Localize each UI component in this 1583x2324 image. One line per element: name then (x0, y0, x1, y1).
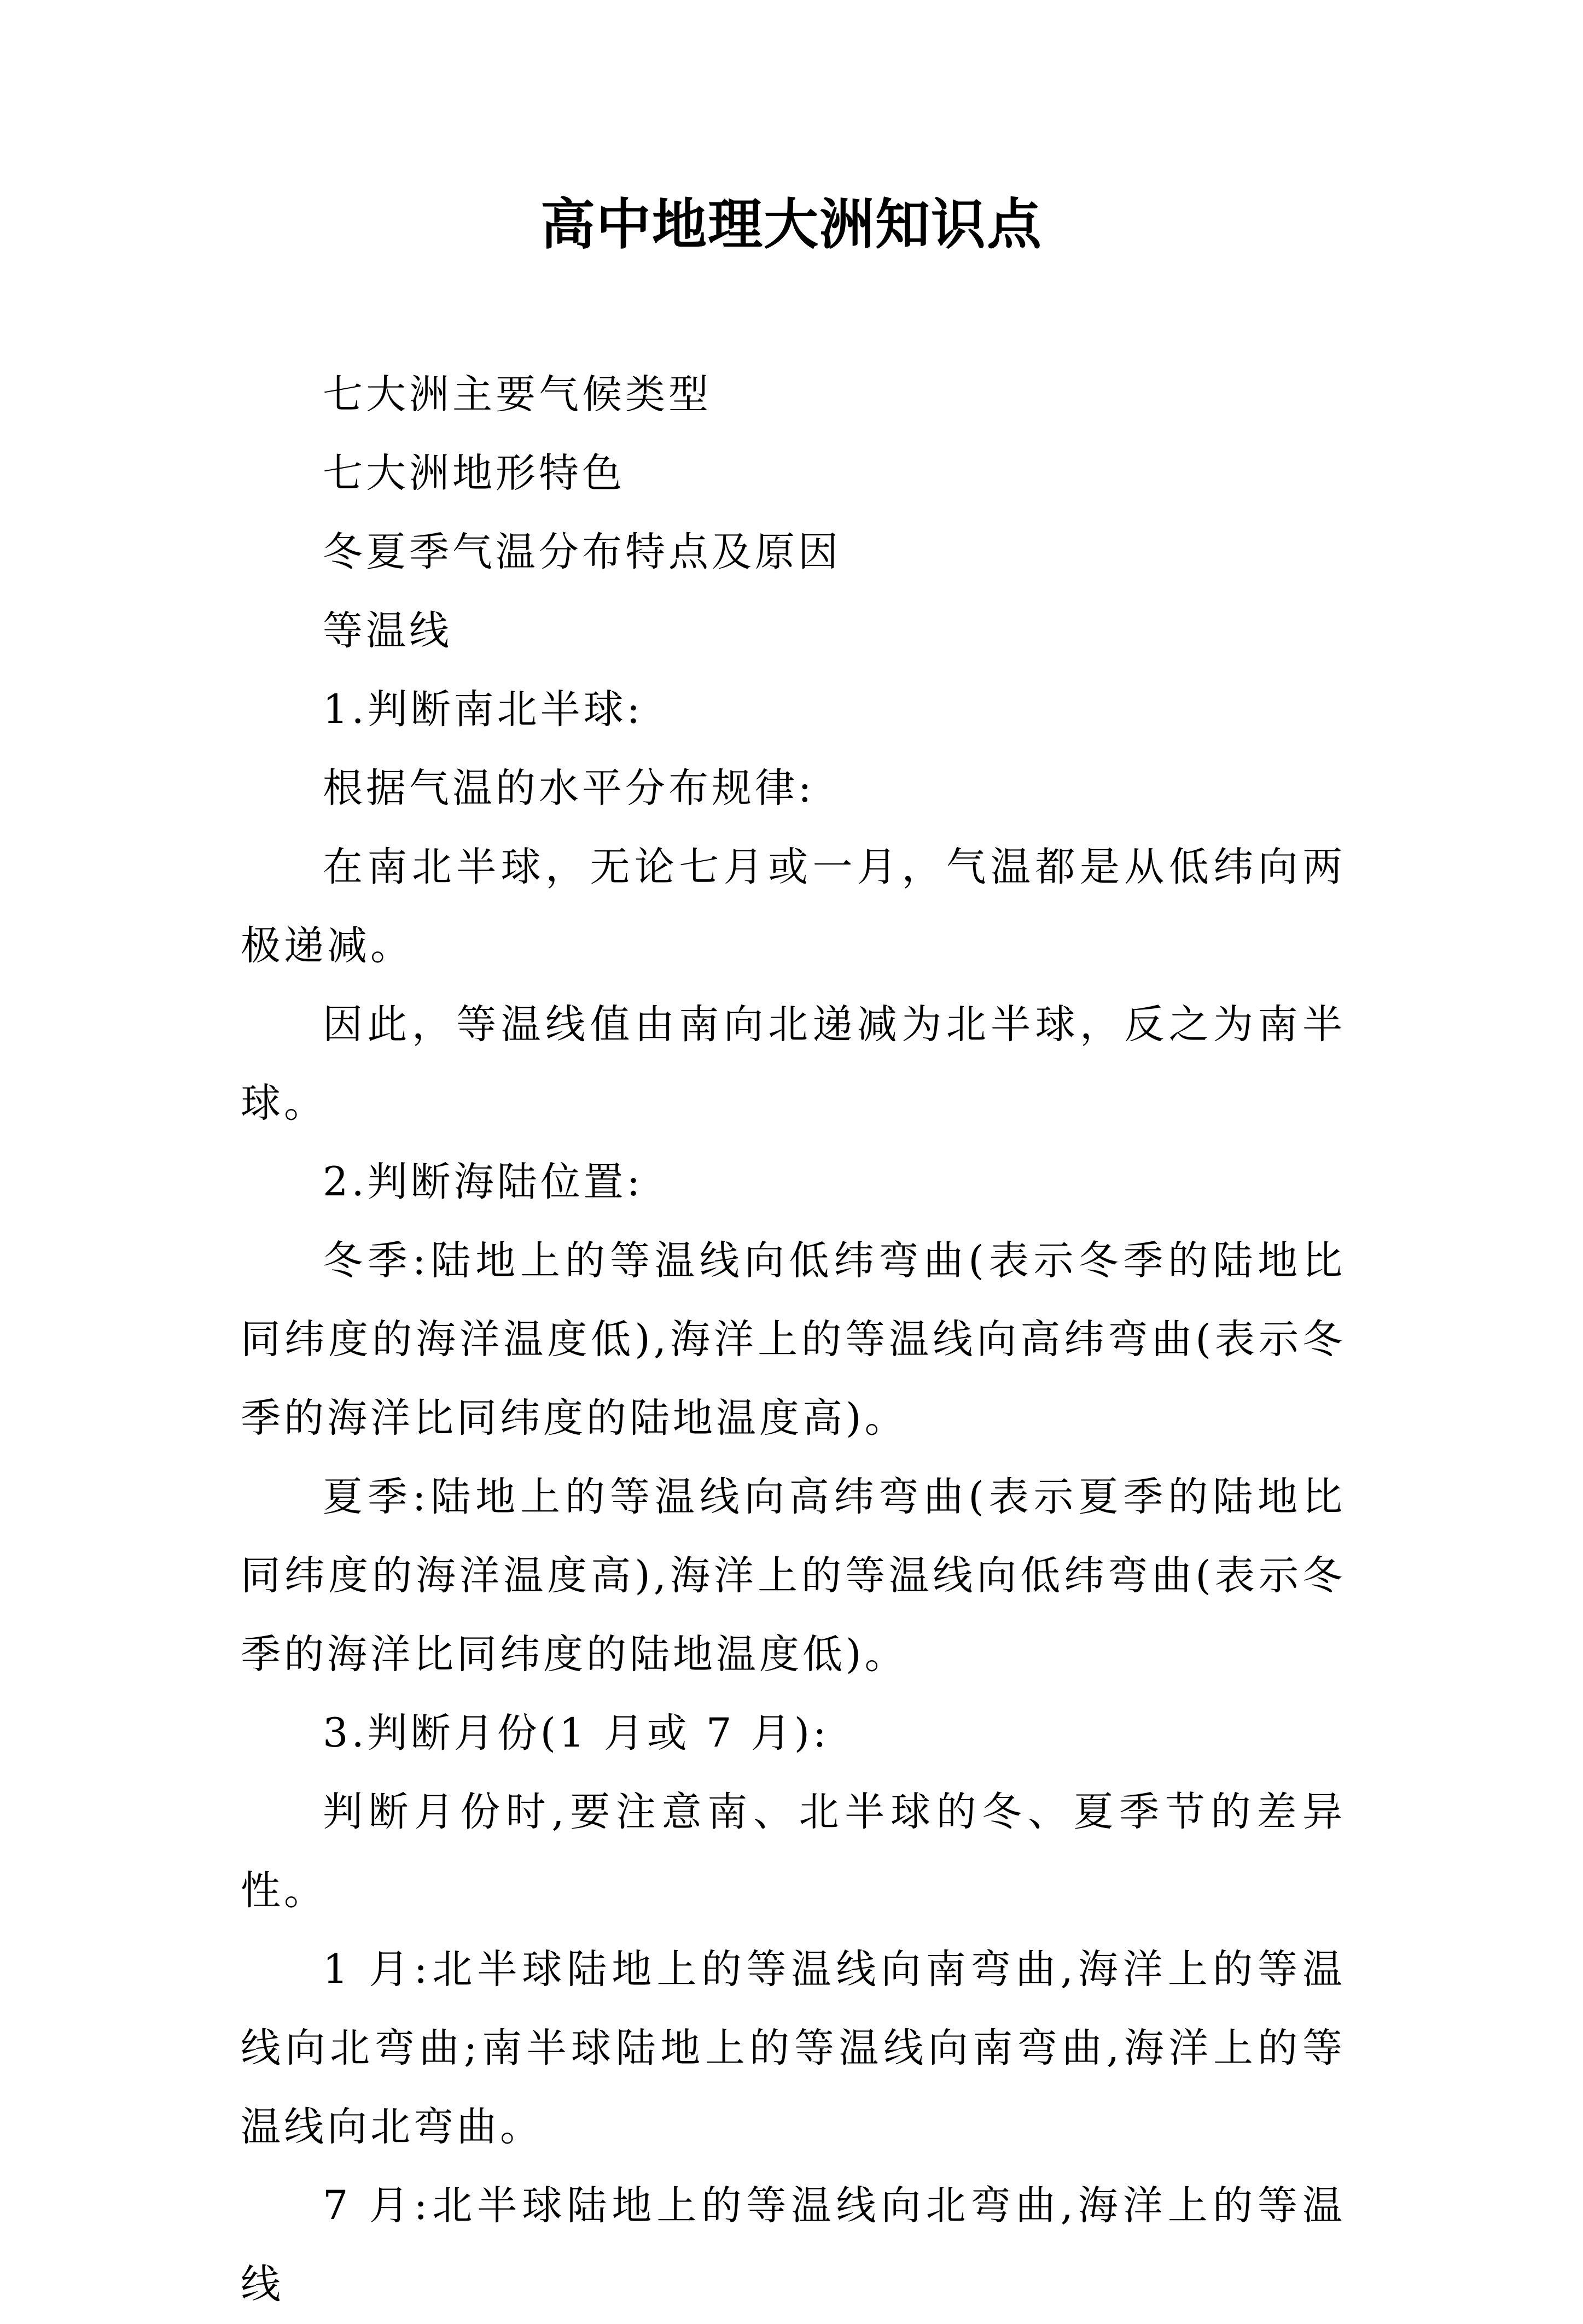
paragraph-month-note: 判断月份时,要注意南、北半球的冬、夏季节的差异性。 (241, 1789, 1346, 1914)
paragraph-land-sea-heading: 2.判断海陆位置: (323, 1159, 644, 1205)
paragraph-winter: 冬季:陆地上的等温线向低纬弯曲(表示冬季的陆地比同纬度的海洋温度低),海洋上的等温线向高纬弯曲(表示冬季的海洋比同纬度的陆地温度高)。 (241, 1237, 1346, 1441)
paragraph-isotherm-heading: 等温线 (323, 608, 452, 654)
paragraph-terrain: 七大洲地形特色 (323, 450, 625, 497)
paragraph-july: 7 月:北半球陆地上的等温线向北弯曲,海洋上的等温线 (241, 2182, 1346, 2308)
document-body (241, 355, 1346, 2324)
paragraph-summer: 夏季:陆地上的等温线向高纬弯曲(表示夏季的陆地比同纬度的海洋温度高),海洋上的等温线向低纬弯曲(表示冬季的海洋比同纬度的陆地温度低)。 (241, 1474, 1346, 1678)
paragraph-month-heading: 3.判断月份(1 月或 7 月): (323, 1710, 830, 1756)
paragraph-climate-types: 七大洲主要气候类型 (323, 371, 712, 418)
paragraph-hemisphere-conclusion: 因此，等温线值由南向北递减为北半球，反之为南半球。 (241, 1001, 1346, 1126)
paragraph-hemisphere-heading: 1.判断南北半球: (323, 686, 644, 733)
document-title: 高中地理大洲知识点 (540, 192, 1043, 256)
paragraph-january: 1 月:北半球陆地上的等温线向南弯曲,海洋上的等温线向北弯曲;南半球陆地上的等温线向南弯曲,海洋上的等温线向北弯曲。 (241, 1946, 1346, 2150)
paragraph-hemisphere-rule: 根据气温的水平分布规律: (323, 765, 815, 811)
paragraph-temperature-distribution: 冬夏季气温分布特点及原因 (323, 529, 841, 575)
paragraph-hemisphere-detail: 在南北半球，无论七月或一月，气温都是从低纬向两极递减。 (241, 844, 1346, 969)
